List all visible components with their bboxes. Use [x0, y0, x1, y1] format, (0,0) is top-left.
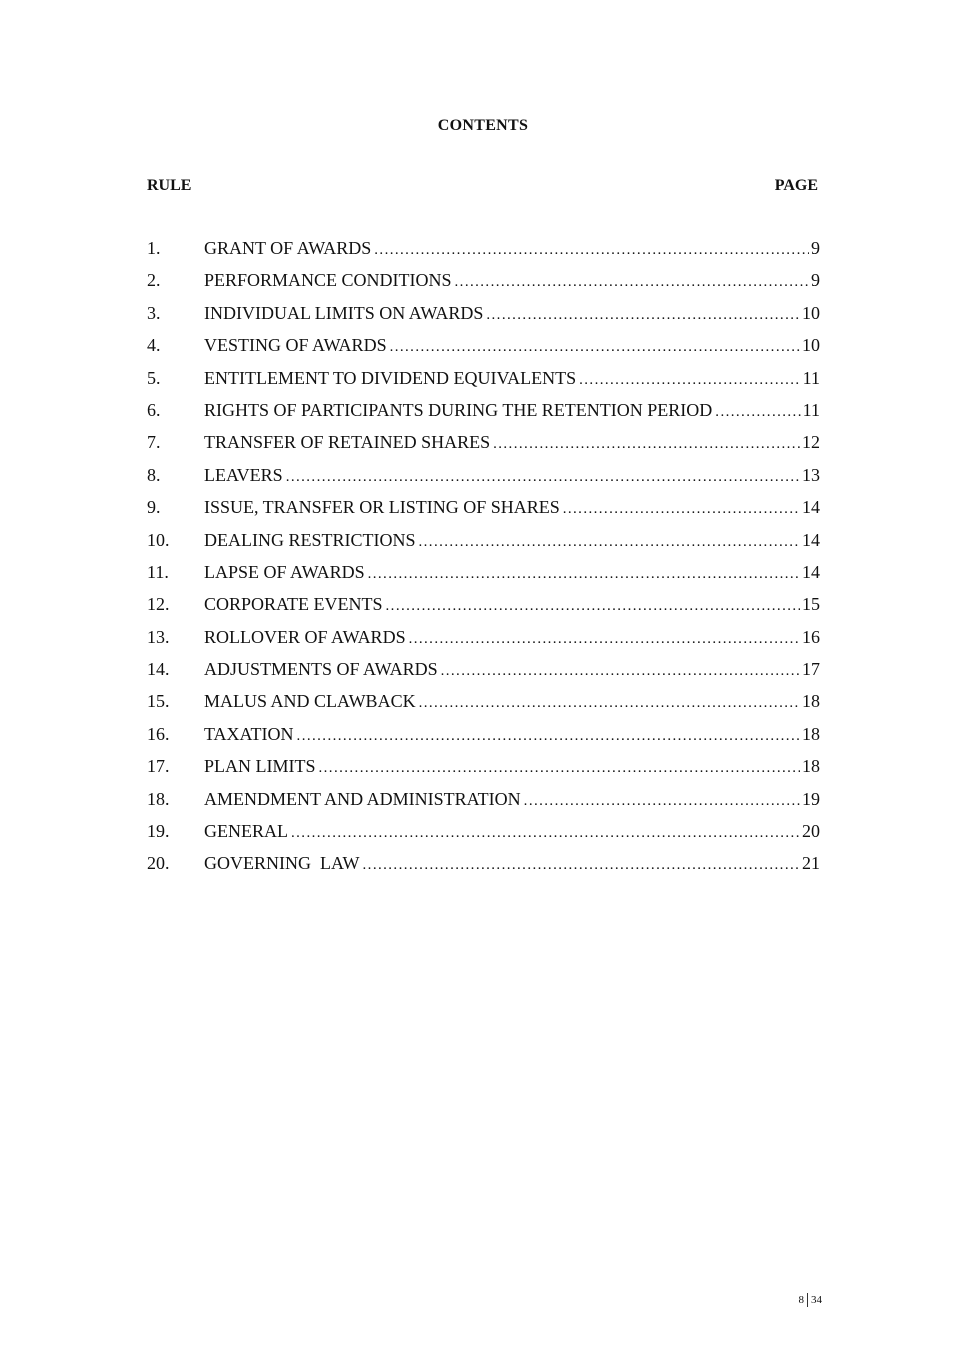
dot-leader [368, 560, 800, 588]
toc-entry[interactable] [147, 623, 820, 655]
toc-entry-title: LEAVERS [204, 464, 283, 485]
toc-entry-number: 4. [147, 335, 161, 356]
dot-leader [419, 689, 800, 717]
dot-leader [486, 301, 800, 329]
toc-entry-page: 14 [802, 497, 820, 518]
toc-entry[interactable] [147, 266, 820, 298]
toc-entry[interactable] [147, 849, 820, 881]
toc-entry-title: ROLLOVER OF AWARDS [204, 626, 406, 647]
dot-leader [286, 463, 800, 491]
toc-entry-number: 12. [147, 594, 170, 615]
toc-entry-number: 16. [147, 723, 170, 744]
dot-leader [390, 333, 800, 361]
toc-entry-title: CORPORATE EVENTS [204, 594, 383, 615]
toc-entry-number: 18. [147, 788, 170, 809]
total-page-count: 34 [811, 1294, 822, 1306]
toc-entry-title: RIGHTS OF PARTICIPANTS DURING THE RETENTION PERIOD [204, 399, 713, 420]
toc-entry-page: 14 [802, 529, 820, 550]
toc-entry-title: GENERAL [204, 821, 288, 842]
dot-leader [419, 528, 801, 556]
toc-entry-page: 15 [802, 594, 820, 615]
toc-entry[interactable] [147, 364, 820, 396]
toc-entry-page: 10 [802, 335, 820, 356]
page-title: CONTENTS [437, 117, 529, 134]
dot-leader [563, 495, 800, 523]
toc-entry[interactable] [147, 785, 820, 817]
toc-entry-page: 20 [802, 821, 820, 842]
toc-entry-title: ENTITLEMENT TO DIVIDEND EQUIVALENTS [204, 367, 577, 388]
toc-entry-page: 11 [802, 367, 820, 388]
dot-leader [579, 366, 801, 394]
current-page-number: 8 [798, 1294, 804, 1306]
toc-entry[interactable] [147, 558, 820, 590]
toc-entry-number: 14. [147, 659, 170, 680]
toc-entry-number: 7. [147, 432, 161, 453]
toc-entry-title: DEALING RESTRICTIONS [204, 529, 416, 550]
toc-entry[interactable] [147, 752, 820, 784]
toc-entry[interactable] [147, 234, 820, 266]
toc-entry[interactable] [147, 493, 820, 525]
toc-entry-number: 10. [147, 529, 170, 550]
toc-entry[interactable] [147, 461, 820, 493]
toc-entry-page: 21 [802, 853, 820, 874]
toc-entry-title: MALUS AND CLAWBACK [204, 691, 416, 712]
dot-leader [524, 787, 800, 815]
toc-entry[interactable] [147, 331, 820, 363]
dot-leader [291, 819, 800, 847]
toc-entry[interactable] [147, 299, 820, 331]
toc-entry-page: 13 [802, 464, 820, 485]
toc-entry[interactable] [147, 526, 820, 558]
toc-entry[interactable] [147, 590, 820, 622]
toc-entry-title: ISSUE, TRANSFER OR LISTING OF SHARES [204, 497, 560, 518]
dot-leader [386, 592, 800, 620]
toc-entry-title: INDIVIDUAL LIMITS ON AWARDS [204, 302, 484, 323]
toc-entry-title: LAPSE OF AWARDS [204, 561, 365, 582]
toc-entry-page: 19 [802, 788, 820, 809]
dot-leader [455, 268, 809, 296]
toc-entry[interactable] [147, 720, 820, 752]
toc-entry-number: 11. [147, 561, 169, 582]
toc-entry-number: 9. [147, 497, 161, 518]
page-column-header: PAGE [774, 177, 818, 194]
toc-entry[interactable] [147, 655, 820, 687]
dot-leader [493, 430, 800, 458]
toc-entry-page: 9 [811, 270, 820, 291]
toc-entry-number: 20. [147, 853, 170, 874]
toc-entry-number: 8. [147, 464, 161, 485]
toc-entry-title: VESTING OF AWARDS [204, 335, 387, 356]
dot-leader [363, 851, 800, 879]
toc-entry-number: 6. [147, 399, 161, 420]
toc-entry-number: 13. [147, 626, 170, 647]
toc-entry[interactable] [147, 396, 820, 428]
page-separator [807, 1293, 808, 1307]
toc-entry-page: 18 [802, 756, 820, 777]
toc-entry-page: 17 [802, 659, 820, 680]
dot-leader [374, 236, 809, 264]
toc-entry-number: 5. [147, 367, 161, 388]
toc-entry-page: 9 [811, 238, 820, 258]
page-number-footer [799, 1293, 823, 1307]
rule-column-header: RULE [147, 177, 192, 194]
toc-entry-title: TAXATION [204, 723, 294, 744]
toc-entry-title: AMENDMENT AND ADMINISTRATION [204, 788, 521, 809]
dot-leader [715, 398, 800, 426]
table-of-contents [147, 234, 820, 882]
toc-entry-page: 12 [802, 432, 820, 453]
toc-entry[interactable] [147, 687, 820, 719]
toc-entry-page: 11 [802, 399, 820, 420]
toc-entry-title: PLAN LIMITS [204, 756, 316, 777]
toc-entry-title: ADJUSTMENTS OF AWARDS [204, 659, 438, 680]
toc-entry[interactable] [147, 428, 820, 460]
toc-entry-title: TRANSFER OF RETAINED SHARES [204, 432, 491, 453]
toc-entry-page: 18 [802, 723, 820, 744]
toc-entry-number: 3. [147, 302, 161, 323]
toc-entry-page: 10 [802, 302, 820, 323]
toc-entry-title: GOVERNING LAW [204, 853, 360, 874]
toc-entry-title: PERFORMANCE CONDITIONS [204, 270, 452, 291]
toc-entry-page: 16 [802, 626, 820, 647]
toc-entry-number: 2. [147, 270, 161, 291]
toc-entry-number: 17. [147, 756, 170, 777]
toc-entry-number: 15. [147, 691, 170, 712]
dot-leader [319, 754, 801, 782]
toc-entry-title: GRANT OF AWARDS [204, 238, 372, 258]
toc-entry-page: 18 [802, 691, 820, 712]
dot-leader [409, 625, 800, 653]
toc-entry[interactable] [147, 817, 820, 849]
dot-leader [297, 722, 800, 750]
dot-leader [441, 657, 800, 685]
toc-entry-number: 19. [147, 821, 170, 842]
toc-entry-page: 14 [802, 561, 820, 582]
toc-entry-number: 1. [147, 238, 161, 258]
